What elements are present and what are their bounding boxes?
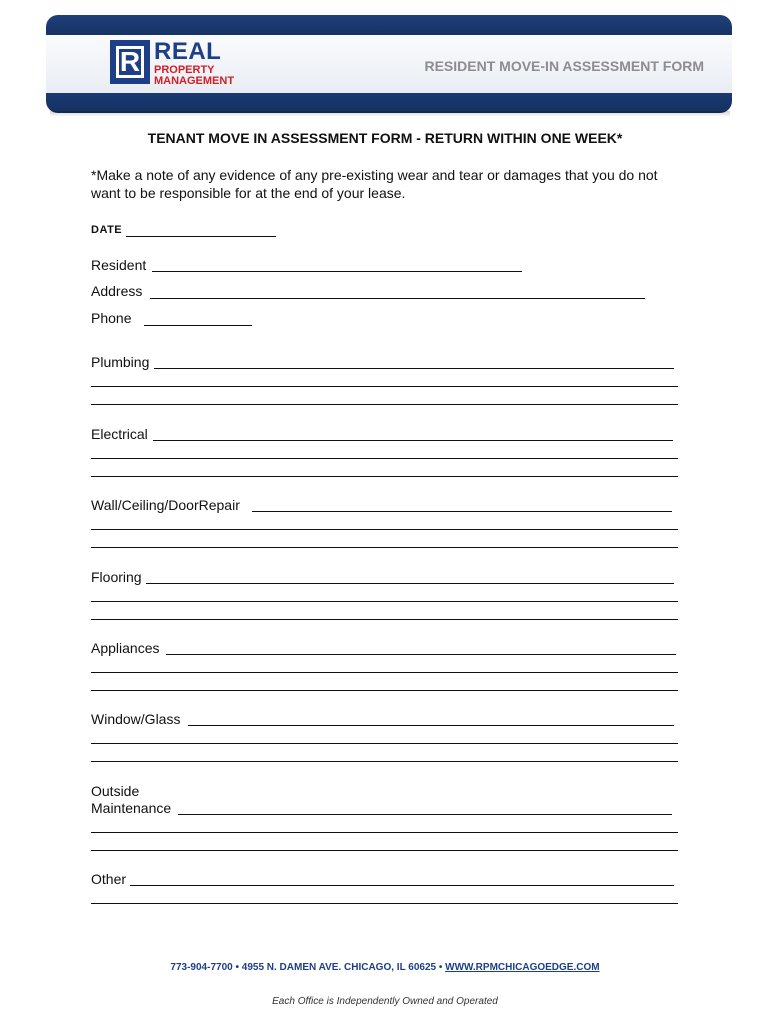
resident-field[interactable] [152,271,522,272]
logo-mark-icon: R [110,40,150,84]
instruction-note: *Make a note of any evidence of any pre-existing wear and tear or damages that you do not want to be responsible for at the end of your lease. [91,167,658,201]
wall-ceiling-door-field[interactable] [252,511,672,512]
plumbing-label: Plumbing [91,354,150,370]
wall-ceiling-door-label: Wall/Ceiling/DoorRepair [91,497,240,513]
outside-maintenance-field[interactable] [178,814,672,815]
other-label: Other [91,871,127,887]
company-logo [110,40,250,90]
logo-text-property: PROPERTY [154,64,215,76]
electrical-label: Electrical [91,426,148,442]
outside-maintenance-field-line-3[interactable] [91,850,678,851]
address-label: Address [91,283,143,299]
phone-field[interactable] [144,325,252,326]
phone-label: Phone [91,310,132,326]
window-glass-field[interactable] [188,725,674,726]
electrical-field[interactable] [153,440,673,441]
plumbing-field[interactable] [154,368,674,369]
date-field[interactable] [126,236,276,237]
appliances-field-line-2[interactable] [91,672,678,673]
banner-bottom-bar [46,93,732,113]
window-glass-field-line-3[interactable] [91,761,678,762]
outside-maintenance-field-line-2[interactable] [91,832,678,833]
plumbing-field-line-3[interactable] [91,404,678,405]
other-field[interactable] [130,885,674,886]
footer-contact-info: 773-904-7700 • 4955 N. DAMEN AVE. CHICAGO, IL 60625 • [170,962,443,973]
banner-form-title: RESIDENT MOVE-IN ASSESSMENT FORM [424,58,704,74]
electrical-field-line-2[interactable] [91,458,678,459]
outside-label: Outside [91,783,140,799]
appliances-label: Appliances [91,640,160,656]
wall-ceiling-door-field-line-2[interactable] [91,529,678,530]
appliances-field[interactable] [166,654,676,655]
flooring-label: Flooring [91,569,142,585]
flooring-field-line-3[interactable] [91,619,678,620]
logo-text-real: REAL [154,38,222,65]
page-title: TENANT MOVE IN ASSESSMENT FORM - RETURN WITHIN ONE WEEK* [147,130,623,146]
website-link[interactable]: WWW.RPMCHICAGOEDGE.COM [445,962,600,973]
appliances-field-line-3[interactable] [91,690,678,691]
banner-shadow [50,111,730,117]
maintenance-label: Maintenance [91,800,172,816]
footer-contact [0,962,770,973]
resident-label: Resident [91,257,147,273]
footer-note: Each Office is Independently Owned and Operated [272,996,498,1007]
other-field-line-2[interactable] [91,903,678,904]
window-glass-field-line-2[interactable] [91,743,678,744]
electrical-field-line-3[interactable] [91,476,678,477]
logo-text-management: MANAGEMENT [154,75,235,87]
flooring-field-line-2[interactable] [91,601,678,602]
window-glass-label: Window/Glass [91,711,181,727]
date-label: DATE [91,224,123,236]
plumbing-field-line-2[interactable] [91,386,678,387]
flooring-field[interactable] [146,583,674,584]
banner-top-bar [46,15,732,37]
address-field[interactable] [150,298,645,299]
wall-ceiling-door-field-line-3[interactable] [91,547,678,548]
